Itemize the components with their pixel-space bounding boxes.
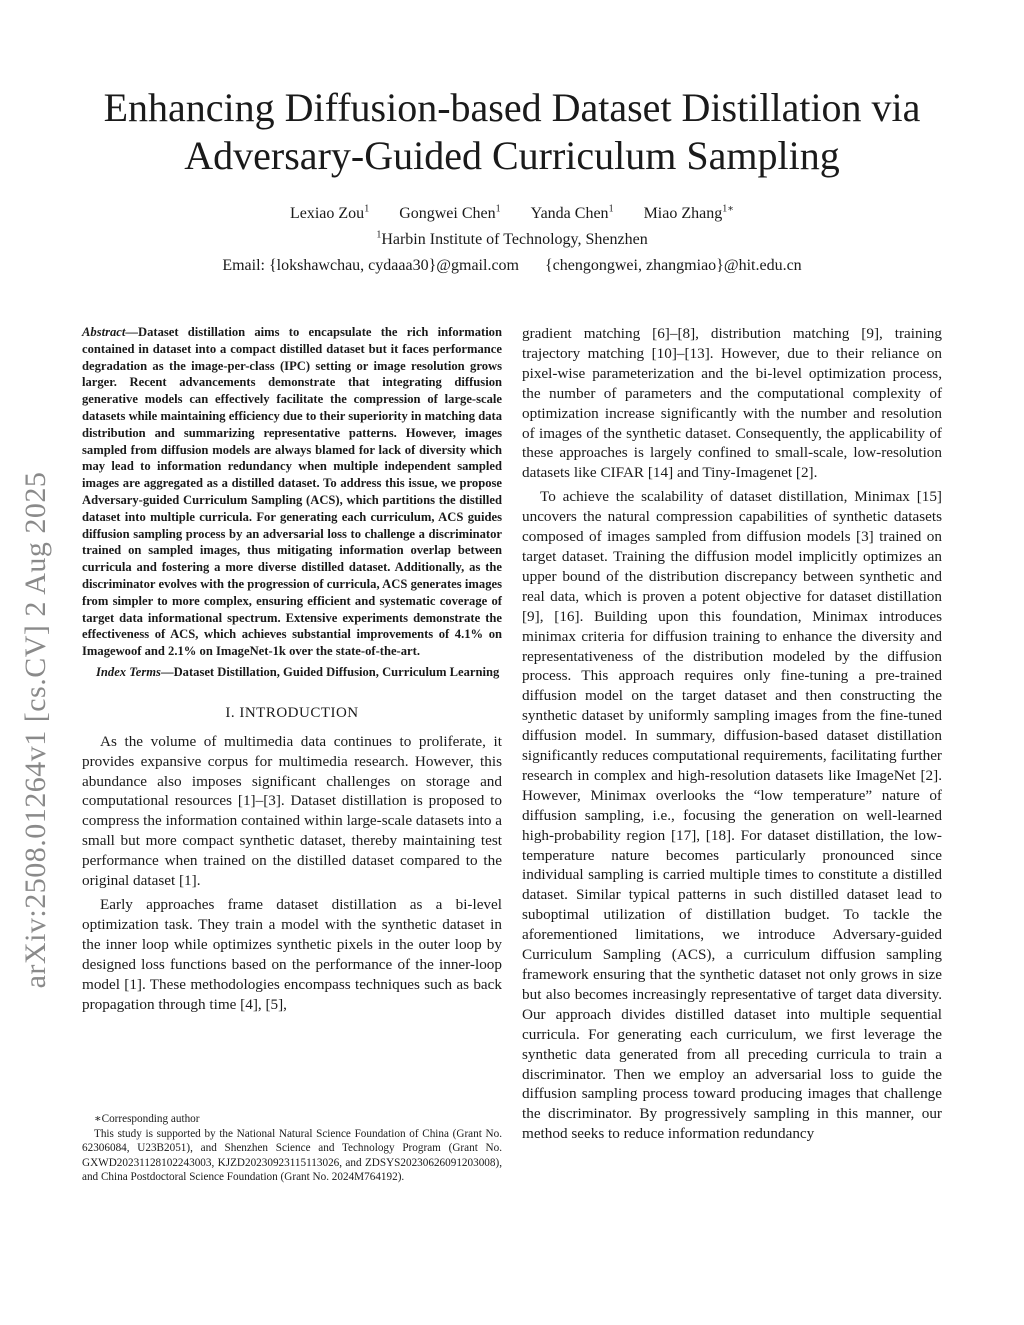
author-list bbox=[80, 203, 944, 225]
body-paragraph: To achieve the scalability of dataset distillation, Minimax [15] uncovers the natural compression capabilities of synthetic datasets composed of images sampled from diffusion models [3] trained on target dataset. Training the diffusion model implicitly optimizes an upper bound of the distribution discrepancy between synthetic and real data, which is proven a potent objective for dataset distillation [9], [16]. Building upon this foundation, Minimax introduces minimax criteria for diffusion training to enhance the diversity and representativeness of the distribution modeled by the diffusion process. This approach requires only fine-tuning a pre-trained diffusion model on the target dataset and then constructing the synthetic dataset by uniformly sampling images from the fine-tuned diffusion model. In summary, diffusion-based dataset distillation significantly reduces computational requirements, facilitating further research in complex and high-resolution datasets like ImageNet [2]. However, Minimax overlooks the “low temperature” nature of diffusion sampling, i.e., focusing the generation on well-learned high-probability region [17], [18]. For dataset distillation, the low-temperature nature becomes particularly pronounced since individual sampling is carried multiple times to constitute a distilled dataset. Similar typical patterns in such distilled dataset lead to suboptimal utilization of distillation budget. To tackle the aforementioned limitations, we introduce Adversary-guided Curriculum Sampling (ACS), a curriculum diffusion sampling framework ensuring that the synthetic dataset not only grows in size but also becomes increasingly representative of target data diversity. Our approach divides distilled dataset into multiple sequential curricula. For generating each curriculum, we first leverage the synthetic data generated from all preceding curricula to train a discriminator. Then we employ an adversarial loss to guide the diffusion sampling process toward producing images that challenge the discriminator. By progressively sampling in this manner, our method seeks to reduce information redundancy bbox=[522, 488, 942, 1143]
footnotes bbox=[82, 1112, 502, 1185]
title-line-2: Adversary-Guided Curriculum Sampling bbox=[184, 133, 840, 178]
body-paragraph: Early approaches frame dataset distillation as a bi-level optimization task. They train a model with the synthetic dataset in the inner loop while optimizes synthetic pixels in the outer loop by designed loss functions based on the performance of the inner-loop model [1]. These methodologies encompass techniques such as back propagation through time [4], [5], bbox=[82, 895, 502, 1013]
email-group-1: Email: {lokshawchau, cydaaa30}@gmail.com bbox=[222, 257, 519, 274]
author: Lexiao Zou$^1$ bbox=[289, 203, 370, 222]
abstract-text: —Dataset distillation aims to encapsulate the rich information contained in dataset into a compact distilled dataset but it faces performance degradation as the image-per-class (IPC) setting or image resolution grows larger. Recent advancements demonstrate that integrating diffusion generative models can effectively facilitate the compression of large-scale datasets while maintaining efficiency due to their superiority in matching data distribution and summarizing representative patterns. However, images sampled from diffusion models are always blamed for lack of diversity which may lead to information redundancy when multiple independent sampled images are aggregated as a distilled dataset. To address this issue, we propose Adversary-guided Curriculum Sampling (ACS), which partitions the distilled dataset into multiple curricula. For generating each curriculum, ACS guides diffusion sampling process by an adversarial loss to challenge a discriminator trained on sampled images, thus mitigating information overlap between curricula and fostering a more diverse distilled dataset. Additionally, as the discriminator evolves with the progression of curricula, ACS generates images from simpler to more complex, ensuring efficient and systematic coverage of target data informational spectrum. Extensive experiments demonstrate the effectiveness of ACS, which achieves substantial improvements of 4.1% on Imagewoof and 2.1% on ImageNet-1k over the state-of-the-art. bbox=[82, 325, 502, 659]
index-terms-text: —Dataset Distillation, Guided Diffusion, Curriculum Learning bbox=[160, 664, 500, 679]
arxiv-identifier: arXiv:2508.01264v1 [cs.CV] 2 Aug 2025 bbox=[19, 471, 52, 989]
author: Yanda Chen$^1$ bbox=[530, 203, 614, 222]
left-column bbox=[82, 324, 502, 1018]
author: Miao Zhang$^{1∗}$ bbox=[643, 203, 735, 222]
author: Gongwei Chen$^1$ bbox=[399, 203, 501, 222]
right-column bbox=[522, 324, 942, 1148]
email-line bbox=[80, 255, 944, 277]
body-paragraph: As the volume of multimedia data continues to proliferate, it provides expansive corpus for multimedia research. However, this abundance also imposes significant challenges on storage and computational resources [1]–[3]. Dataset distillation is proposed to compress the information contained within large-scale datasets into a small but more compact synthetic dataset, thereby maintaining test performance when trained on the distilled dataset compared to the original dataset [1]. bbox=[82, 732, 502, 890]
abstract bbox=[82, 324, 502, 660]
body-paragraph: gradient matching [6]–[8], distribution matching [9], training trajectory matching [10]–[13]. However, due to their reliance on pixel-wise parameterization and the bi-level optimization process, the number of parameters and the computational complexity of optimization increase significantly with the number and resolution of images of the synthetic dataset. Consequently, the applicability of these approaches is largely confined to small-scale, low-resolution datasets like CIFAR [14] and Tiny-Imagenet [2]. bbox=[522, 325, 942, 482]
affiliation: $^1$Harbin Institute of Technology, Shenzhen bbox=[376, 229, 648, 248]
index-terms-label: Index Terms bbox=[96, 664, 161, 679]
section-heading: I. INTRODUCTION bbox=[225, 704, 359, 721]
footnote-corresponding: ∗Corresponding author bbox=[94, 1113, 200, 1125]
index-terms bbox=[82, 664, 502, 681]
paper-title bbox=[80, 84, 944, 180]
abstract-label: Abstract bbox=[82, 325, 126, 339]
title-line-1: Enhancing Diffusion-based Dataset Distillation via bbox=[103, 85, 921, 130]
footnote-funding: This study is supported by the National Natural Science Foundation of China (Grant No. 62306084, U23B2051), and Shenzhen Science and Technology Program (Grant No. GXWD20231128102243003, KJZD20230923115113026, and ZDSYS20230626091203008), and China Postdoctoral Science Foundation (Grant No. 2024M764192). bbox=[82, 1127, 502, 1183]
email-group-2: {chengongwei, zhangmiao}@hit.edu.cn bbox=[544, 257, 802, 274]
